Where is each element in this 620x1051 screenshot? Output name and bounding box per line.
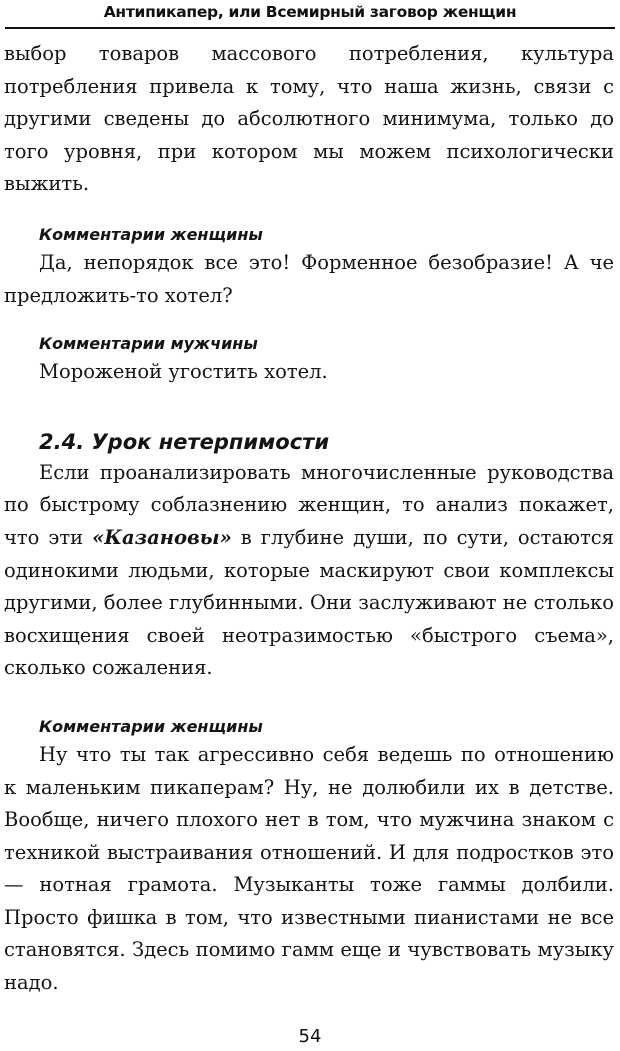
section-heading: 2.4. Урок нетерпимости xyxy=(39,429,330,454)
header-rule xyxy=(5,27,615,29)
section-paragraph xyxy=(4,457,614,685)
comment-women-text-2: Ну что ты так агрессивно себя ведешь по отношению к маленьким пикаперам? Ну, не долюбили их в детстве. Вообще, ничего плохого нет в том, что мужчина знаком с техникой выстраивания отношений. И для подростков это — нотная грамота. Музыканты тоже гаммы долбили. Просто фишка в том, что известными пианистами не все становятся. Здесь помимо гамм еще и чувствовать музыку надо. xyxy=(4,742,614,995)
emphasis-kazanovy: «Казановы» xyxy=(92,525,232,549)
section-text-part-2: в глубине души, по сути, остаются одинокими людьми, которые маскируют свои комплексы другими, более глубинными. Они заслуживают не столько восхищения своей неотразимостью «быстрого съема», сколько сожаления. xyxy=(4,525,614,680)
page-number: 54 xyxy=(298,1026,322,1047)
comment-men-text: Мороженой угостить хотел. xyxy=(39,360,328,384)
comment-women-heading-2: Комментарии женщины xyxy=(39,716,263,736)
paragraph-intro: выбор товаров массового потребления, культура потребления привела к тому, что наша жизнь, связи с другими сведены до абсолютного минимума, только до того уровня, при котором мы можем психологически выжить. xyxy=(4,42,614,196)
comment-women-heading: Комментарии женщины xyxy=(39,224,263,244)
body-text xyxy=(4,38,614,1000)
comment-women-text: Да, непорядок все это! Форменное безобразие! А че предложить-то хотел? xyxy=(4,250,614,307)
comment-men-heading: Комментарии мужчины xyxy=(39,334,258,354)
section-text-part-1: Если проанализировать многочисленные руководства по быстрому соблазнению женщин, то анализ покажет, что эти xyxy=(4,460,614,549)
running-head: Антипикапер, или Всемирный заговор женщин xyxy=(103,3,517,21)
